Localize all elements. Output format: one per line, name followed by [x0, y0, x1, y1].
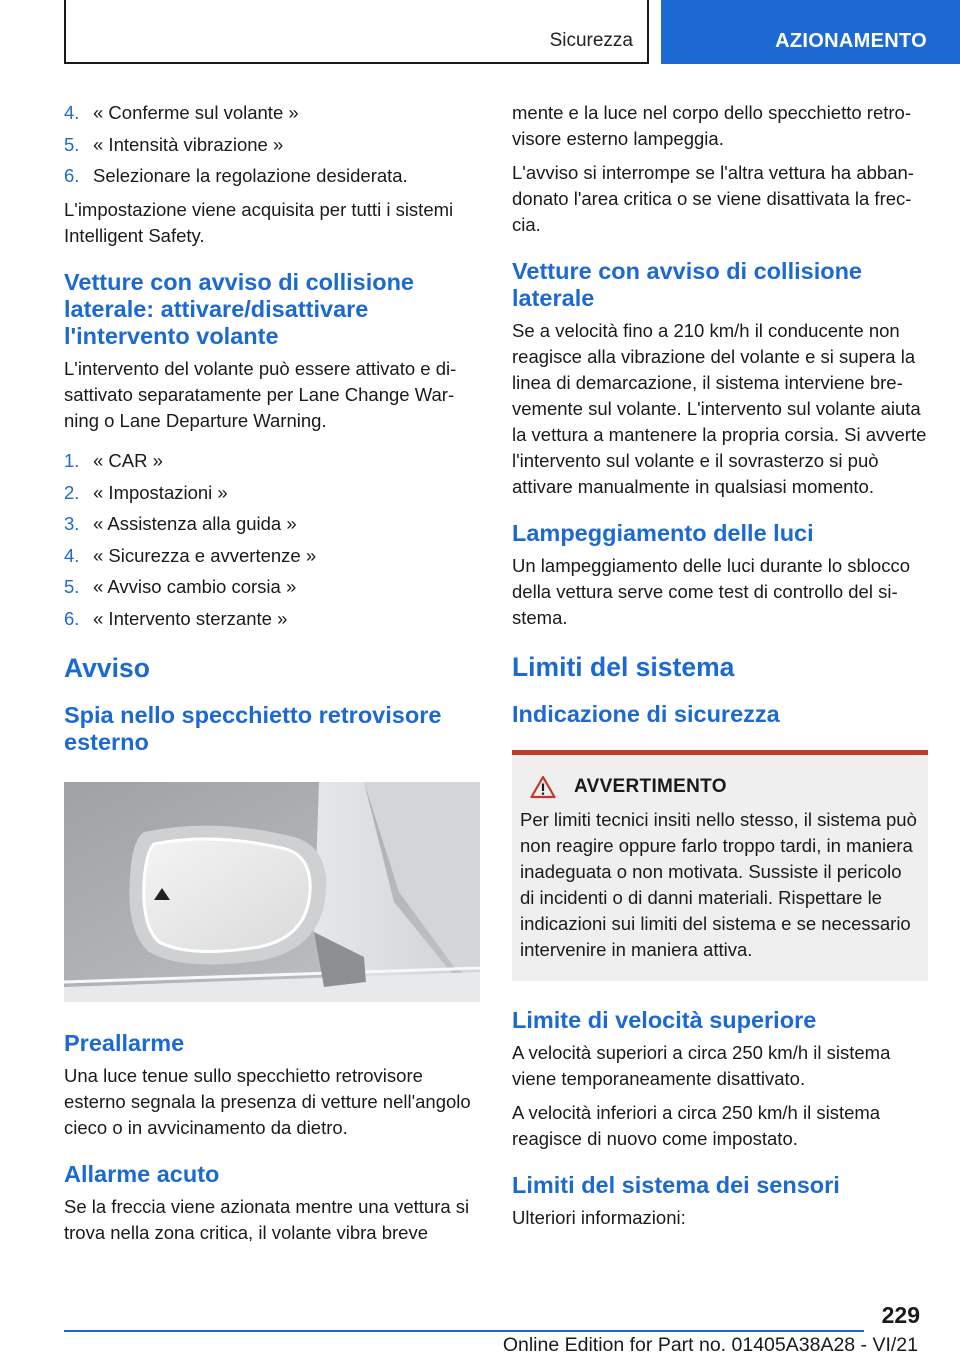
header-chapter-label: AZIONAMENTO: [775, 30, 927, 52]
mirror-illustration: [64, 782, 480, 1002]
step-number: 5.: [64, 133, 80, 155]
list-item: [64, 132, 482, 158]
list-item: [64, 480, 482, 506]
paragraph-allarme: Se la freccia viene azionata mentre una vettura si trova nella zona critica, il volante vibra breve: [64, 1195, 470, 1243]
step-number: 6.: [64, 607, 80, 629]
step-number: 4.: [64, 544, 80, 566]
step-text: « Intensità vibrazione »: [93, 133, 284, 155]
heading-avviso: Avviso: [64, 652, 150, 683]
step-number: 6.: [64, 165, 80, 186]
step-number: 3.: [64, 513, 80, 534]
header-section-label: Sicurezza: [549, 30, 633, 51]
steps-list-a: [64, 100, 482, 189]
header-section-tab: [64, 0, 649, 64]
steps-list-b: [64, 448, 482, 632]
heading-preallarme: Preallarme: [64, 1029, 185, 1056]
page-number: 229: [881, 1302, 920, 1328]
footer-edition: Online Edition for Part no. 01405A38A28 - VI/21: [502, 1334, 918, 1356]
paragraph-speed-lower: A velocità inferiori a circa 250 km/h il sistema reagisce di nuovo come impostato.: [512, 1102, 881, 1149]
warning-box: [512, 750, 928, 981]
heading-lateral-collision: Vetture con avviso di collisione laterale: [512, 258, 862, 311]
list-item: [64, 574, 482, 600]
footer-divider: [64, 1330, 864, 1332]
paragraph-steering: L'intervento del volante può essere attivato e disattivato separatamente per Lane Change Warning o Lane Departure Warning.: [64, 358, 457, 431]
warning-title: AVVERTIMENTO: [574, 776, 727, 797]
step-text: « Avviso cambio corsia »: [93, 576, 297, 597]
heading-sensor-limits: Limiti del sistema dei sensori: [512, 1172, 840, 1198]
list-item: [64, 543, 482, 569]
paragraph-sensors: Ulteriori informazioni:: [512, 1207, 686, 1228]
heading-safety-note: Indicazione di sicurezza: [512, 701, 780, 727]
heading-mirror-light: Spia nello specchietto retrovisore esterno: [64, 701, 442, 755]
header-chapter-tab: [661, 0, 960, 64]
paragraph-setting: L'impostazione viene acquisita per tutti i sistemi Intelligent Safety.: [64, 199, 454, 246]
heading-steering-intervention: Vetture con avviso di collisione laterale: attivare/disattivare l'intervento volante: [64, 269, 414, 349]
heading-allarme: Allarme acuto: [64, 1160, 220, 1187]
step-number: 4.: [64, 102, 80, 123]
heading-system-limits: Limiti del sistema: [512, 652, 735, 682]
step-text: Selezionare la regolazione desiderata.: [93, 165, 408, 186]
step-text: « Assistenza alla guida »: [93, 513, 297, 534]
step-text: « Sicurezza e avvertenze »: [93, 544, 317, 566]
paragraph-lateral: Se a velocità fino a 210 km/h il conducente non reagisce alla vibrazione del volante e si supera la linea di demarcazione, il sistema interviene brevemente sul volante. L'intervento sul volante aiuta la vettura a mantenere la propria corsia. Si avverte l'intervento sul volante e il sovrasterzo si può attivare manualmente in qualsiasi momento.: [512, 320, 927, 497]
list-item: [64, 100, 482, 126]
paragraph-speed-upper: A velocità superiori a circa 250 km/h il sistema viene temporaneamente disattivato.: [512, 1042, 891, 1089]
step-text: « Intervento sterzante »: [93, 607, 288, 629]
list-item: [64, 448, 482, 474]
heading-light-flash: Lampeggiamento delle luci: [512, 520, 814, 546]
step-text: « Conferme sul volante »: [93, 102, 299, 123]
list-item: [64, 511, 482, 537]
list-item: [64, 606, 482, 632]
paragraph-interrupt: L'avviso si interrompe se l'altra vettura ha abbandonato l'area critica o se viene disattivata la freccia.: [512, 162, 914, 235]
paragraph-continued: mente e la luce nel corpo dello specchietto retrovisore esterno lampeggia.: [512, 102, 912, 149]
warning-text: Per limiti tecnici insiti nello stesso, il sistema può non reagire oppure farlo troppo tardi, in maniera inadeguata o non motivata. Sussiste il pericolo di incidenti o di danni materiali. Rispettare le indicazioni sui limiti del sistema e se necessario intervenire in maniera attiva.: [520, 809, 917, 960]
step-text: « Impostazioni »: [93, 481, 228, 503]
left-column: [64, 100, 482, 1254]
heading-speed-limit: Limite di velocità superiore: [512, 1007, 817, 1033]
warning-triangle-icon: [530, 775, 556, 799]
paragraph-preallarme: Una luce tenue sullo specchietto retrovisore esterno segnala la presenza di vetture nell'angolo cieco o in avvicinamento da dietro.: [64, 1064, 471, 1138]
step-number: 5.: [64, 576, 80, 597]
paragraph-light-flash: Un lampeggiamento delle luci durante lo sblocco della vettura serve come test di controllo del sistema.: [512, 555, 910, 628]
list-item: [64, 163, 482, 189]
step-text: « CAR »: [93, 450, 163, 471]
step-number: 1.: [64, 450, 80, 471]
warning-header: [520, 775, 918, 799]
right-column: [512, 100, 928, 1239]
step-number: 2.: [64, 481, 80, 503]
